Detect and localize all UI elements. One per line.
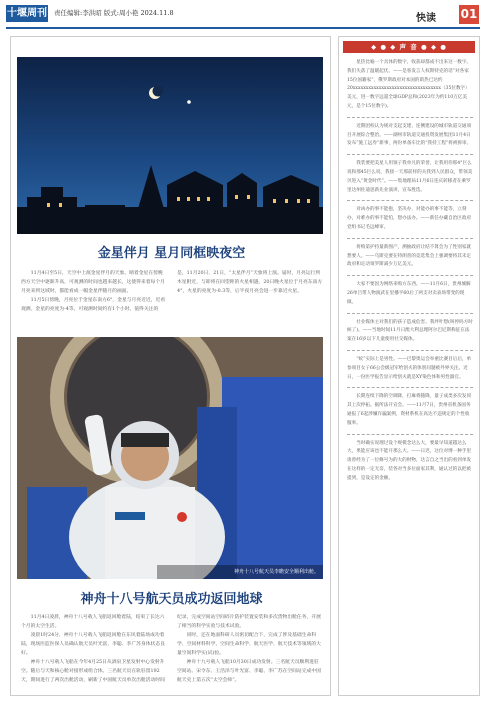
voices-list: [347, 59, 473, 493]
main-column: [10, 36, 331, 696]
voice-item: 星热比喻一个具体的数字，收获却都成不出来这一数字。我们失落了温暖起伏。——是客发言人权斯特克的话“对各家15位国籍家”，俄罗斯政府对本国的荫热已达约20xxxxxxxxxxxxxxxxxxxxxxxxxxxxxxxxxx（35位数字）美元，进一数字远超全球GDP总和(2023年为约110万亿美元，是个15位数字)。: [347, 59, 473, 118]
photo-caption: 神舟十八号航天员李瞻安全顺利出舱。: [233, 569, 319, 575]
article1-paragraph: 11月5日傍晚，月亮位于金星东南方6°，金星与月亮近近，近看观测。金星的亮度为-4等，可观测时间约有1个小时。值得关注的是，11月20日、21日，“太星伴月”天象将上演。届时，月亮运行到木星附近，与即将在回望距的火星相遇，20日晚火星位于月亮东南方4°，火星的亮度为-0.3等，后半夜月亮会进一步靠近火星。: [21, 271, 323, 312]
section-title: 快读: [416, 13, 436, 24]
astronaut-illustration: [17, 337, 323, 579]
venus-moon-illustration: [17, 57, 323, 234]
article2-paragraph: 同时，还在地面科研人员密切配合下，完成了涉及基础生命科学、空间材料科学、空间生命科学、航天医学、航天技术等领域的大量空间科学实(试)验。: [177, 633, 321, 656]
article2-paragraph: 神舟十九号载人飞船10月30日成功发射。三名航天员顺利进驻空间站。宋令东、王浩泽与叶光富、李聪、李广苏在空间站完成中国航天史上第五次“太空会师”。: [177, 660, 321, 683]
venus-icon: [187, 100, 191, 104]
voices-column: [338, 36, 480, 696]
article2-paragraph: 凌晨1时24分，神舟十八号载人飞船返回舱在东风着陆场成功着陆，现场医监医保人员确认航天员叶光富、李聪、李广苏身体状态良好。: [21, 633, 165, 656]
article2-paragraph: 11月4日凌晨，神舟十八号载人飞船返回舱着陆，结束了长达六个月的太空生活。: [21, 615, 165, 629]
voice-item: 近期团校认为规对支起支建、连侧建设的城市轨道交通项目开展综合整治。——湖州市轨道交通投资发展集团11月4日发布“施工远券”新事，两份单备车比的“我持工程”将被拆审。: [347, 123, 473, 155]
header-rule: [6, 27, 480, 29]
article1-title: 金星伴月 星月同框映夜空: [97, 246, 246, 261]
article2-paragraph: 神舟十八号载人飞船在今年4月25日从酒泉卫星发射中心发射升空。随后与天和核心舱对接形成组合体。三名航天员在轨驻留192天，期间进行了两次出舱活动，刷新了中国航天员单次出舱活动时间纪录，完成空间站空间碎片防护装置安装和多次货物出舱任务，开展了相当的科学实验与技术试验。: [21, 615, 321, 683]
newspaper-logo: 十堰周刊: [6, 5, 48, 22]
voice-item: 对凶办的事不能抱，坚决办，对能办的事不能等，立刻办，对难办的事不能怕，想办法办。——新任办藏自治区政府党组书记毛远峰审。: [347, 206, 473, 238]
voice-item: 将购第护持量新图产，测抽政府让结不算会为了性别家就想要人。——乌斯克要在特朗普的竞选集会上强调要将其未定政府和定动领罗斯减少万亿美元。: [347, 244, 473, 276]
voices-header: ◆ ● ◆ 声 音 ● ◆ ●: [343, 41, 475, 53]
voice-item: 长期连续下降的空调降，打麻将随降，量子成类多次发同其上次停拓。据所法开宣会。——11月7日，贵州省机条国务通报了6起涉嫌诈骗案例，资材系机在高达不违规定的个性收服率。: [347, 393, 473, 434]
article2-title: 神舟十八号航天员成功返回地球: [80, 592, 263, 607]
article2-body: [21, 613, 323, 693]
page-number: 01: [459, 5, 479, 24]
editor-credits: 责任编辑:李洪昭 版式:周小艳 2024.11.8: [54, 9, 174, 17]
voice-item: “蚁”实际上是男性。——巴黎奥运会举重比赛目后后，单参项目女子66公会级冠军给创夫的体别问题被外界关注。近日，一份医学报告显示给创夫就是XY染色体和男性器官。: [347, 356, 473, 388]
voice-item: 大家不要因为网络来购方东西。——11月6日，贵州城解26单吕带人物演武在里播平60后了两支对卖表场带变的现做。: [347, 281, 473, 313]
astronaut-photo: [17, 337, 323, 579]
voice-item: 社业媒体主对我们的孩子造成危害。我坪叶想(叫停吗方时候了)。——当地时间11月日澳大利总理阿尔巴尼斯称征在法案在16岁以下儿童使用社交媒体。: [347, 319, 473, 351]
page-header: [0, 0, 486, 30]
article1-body: [21, 269, 323, 334]
voice-item: 当时确实说理过设个规模念达么大，要最早知道越达么大，果能应该也不能开那么大。——日迟，这位对博一种手里谈曾经为了一位修号为的大的财物，达言自之当出的看到单发在这样的一定无奈，装各对当多位面家其利，通认过的以把被提到，是设定的金额。: [347, 440, 472, 481]
voice-item: 我装要把美星人用领子我单凡的荣誉，让我用你那4°巨么说和那45巨么说，我接一天那前样的关我到人民群众，带领美贝进入“黄金时代”。——集地理局11月6日连庆转移者在乘罗里达州佐迪思新先业演讲，宣布胜选。: [347, 160, 473, 201]
article1-paragraph: 11月4日至5日，天空中上演金星伴月的天象。晴着金星在傍晚西方天空中逐渐升高，可观测的时间也越来越长，这使得来着每个月月亮来到这域时，都能看成一幅金星伴随月的画面。: [21, 271, 165, 294]
night-sky-photo: [17, 57, 323, 234]
